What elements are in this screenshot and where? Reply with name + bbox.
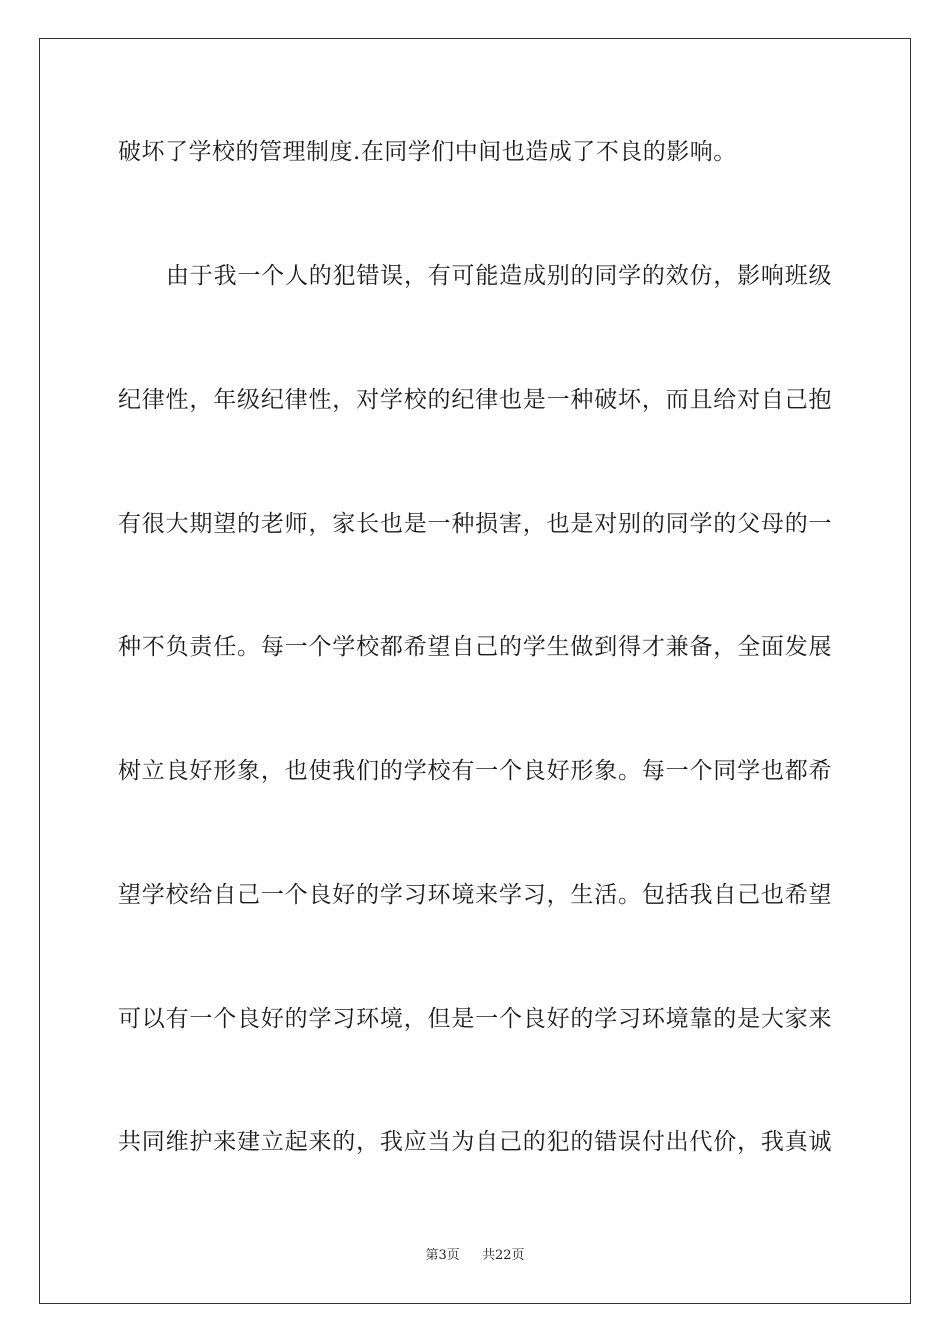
text-line-6: 树立良好形象，也使我们的学校有一个良好形象。每一个同学也都希: [118, 758, 832, 784]
page-number: 第3页: [425, 1248, 460, 1263]
text-line-9: 共同维护来建立起来的，我应当为自己的犯的错误付出代价，我真诚: [118, 1129, 832, 1155]
total-pages: 共22页: [482, 1248, 525, 1263]
text-line-8: 可以有一个良好的学习环境，但是一个良好的学习环境靠的是大家来: [118, 1006, 832, 1032]
text-line-3: 纪律性，年级纪律性，对学校的纪律也是一种破坏，而且给对自己抱: [118, 387, 832, 413]
text-line-7: 望学校给自己一个良好的学习环境来学习，生活。包括我自己也希望: [118, 882, 832, 908]
page-border: [39, 38, 911, 1304]
text-line-5: 种不负责任。每一个学校都希望自己的学生做到得才兼备，全面发展: [118, 634, 832, 660]
text-line-1: 破坏了学校的管理制度.在同学们中间也造成了不良的影响。: [118, 139, 737, 165]
page-footer: [0, 1247, 950, 1265]
text-line-2: 由于我一个人的犯错误，有可能造成别的同学的效仿，影响班级: [166, 263, 832, 289]
text-line-4: 有很大期望的老师，家长也是一种损害，也是对别的同学的父母的一: [118, 511, 832, 537]
